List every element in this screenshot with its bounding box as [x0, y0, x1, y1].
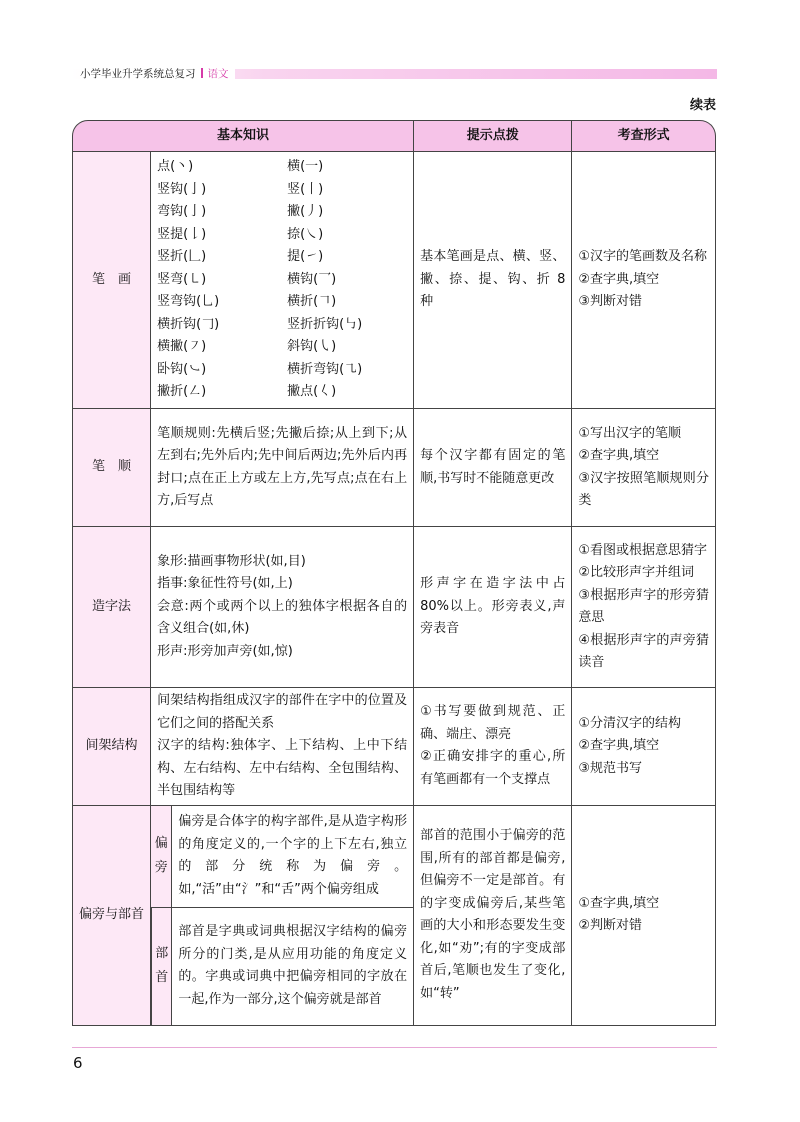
knowledge-line: 会意:两个或两个以上的独体字根据各自的含义组合(如,休)	[157, 598, 408, 637]
exam-item: ①分清汉字的结构	[578, 715, 682, 731]
table-header-row	[72, 120, 716, 152]
stroke-item: 竖弯(㇄)	[157, 271, 207, 287]
stroke-item: 撇点(𡿨)	[287, 384, 337, 400]
exam-item: ①写出汉字的笔顺	[578, 425, 682, 441]
exam-item: ②判断对错	[578, 918, 643, 933]
category-zaozifa: 造字法	[72, 527, 151, 688]
stroke-item: 竖折折钩(㇉)	[287, 316, 363, 332]
continued-label: 续表	[689, 98, 716, 113]
knowledge-line: 形声:形旁加声旁(如,惊)	[157, 643, 293, 659]
header-exam-form: 考查形式	[572, 120, 716, 152]
stroke-item: 点(丶)	[157, 159, 194, 175]
stroke-item: 竖弯钩(乚)	[157, 294, 220, 310]
knowledge-jianjia	[151, 688, 414, 806]
table-row	[72, 688, 716, 806]
stroke-item: 提(㇀)	[287, 249, 324, 265]
sub-category-bushou: 部首	[151, 908, 172, 1026]
knowledge-zaozifa	[151, 527, 414, 688]
knowledge-line: 象形:描画事物形状(如,目)	[157, 553, 306, 569]
header-separator	[201, 68, 203, 78]
table-row	[72, 527, 716, 688]
stroke-item: 斜钩(㇂)	[287, 339, 337, 355]
stroke-item: 横折(𠃍)	[287, 294, 337, 310]
sub-category-pianpang: 偏旁	[151, 806, 172, 908]
knowledge-bishun: 笔顺规则:先横后竖;先撇后捺;从上到下;从左到右;先外后内;先中间后两边;先外后内再封口;点在正上方或左上方,先写点;点在右上方,后写点	[151, 409, 414, 527]
exam-jianjia	[572, 688, 716, 806]
knowledge-bushou: 部首是字典或词典根据汉字结构的偏旁所分的门类,是从应用功能的角度定义的。字典或词典中把偏旁相同的字放在一起,作为一部分,这个偏旁就是部首	[172, 908, 414, 1026]
category-pianpang: 偏旁与部首	[72, 806, 151, 1026]
exam-item: ①汉字的笔画数及名称	[578, 249, 708, 265]
tip-bihua: 基本笔画是点、横、竖、撇、捺、提、钩、折 8 种	[414, 152, 572, 409]
table-row	[72, 409, 716, 527]
exam-bishun	[572, 409, 716, 527]
tip-jianjia	[414, 688, 572, 806]
category-bishun: 笔 顺	[72, 409, 151, 527]
table-row	[72, 806, 716, 908]
strokes-cell	[151, 152, 414, 409]
table-row	[72, 152, 716, 409]
stroke-item: 竖钩(亅)	[157, 181, 207, 197]
tip-bishun: 每个汉字都有固定的笔顺,书写时不能随意更改	[414, 409, 572, 527]
exam-item: ②查字典,填空	[578, 271, 660, 287]
tip-line: ①书写要做到规范、正确、端庄、漂亮	[420, 704, 566, 742]
stroke-item: 竖折(𠃊)	[157, 249, 207, 265]
knowledge-pianpang: 偏旁是合体字的构字部件,是从造字构形的角度定义的,一个字的上下左右,独立的部分统称为偏旁。如,“活”由“氵”和“舌”两个偏旁组成	[172, 806, 414, 908]
stroke-item: 横撇(㇇)	[157, 339, 207, 355]
tip-pianpang: 部首的范围小于偏旁的范围,所有的部首都是偏旁,但偏旁不一定是部首。有的字变成偏旁后,某些笔画的大小和形态要发生变化,如“劝”;有的字变成部首后,笔顺也发生了变化,如“转”	[414, 806, 572, 1026]
exam-item: ②比较形声字并组词	[578, 565, 695, 580]
stroke-item: 弯钩(亅)	[157, 204, 207, 220]
page-number: 6	[73, 1054, 83, 1072]
header-basic-knowledge: 基本知识	[72, 120, 414, 152]
exam-item: ②查字典,填空	[578, 448, 660, 463]
footer-divider	[72, 1047, 717, 1048]
stroke-item: 竖(丨)	[287, 181, 324, 197]
exam-item: ③汉字按照笔顺规则分类	[578, 470, 709, 508]
exam-pianpang	[572, 806, 716, 1026]
header-text	[80, 66, 235, 82]
stroke-item: 竖提(𠄌)	[157, 226, 207, 242]
exam-item: ③规范书写	[578, 760, 643, 776]
book-title: 小学毕业升学系统总复习	[80, 68, 196, 80]
page-header	[72, 66, 717, 82]
category-jianjia: 间架结构	[72, 688, 151, 806]
exam-item: ③判断对错	[578, 294, 643, 310]
knowledge-table	[72, 120, 716, 1026]
exam-item: ①看图或根据意思猜字	[578, 542, 708, 558]
stroke-item: 横折弯钩(㇈)	[287, 361, 363, 377]
exam-bihua	[572, 152, 716, 409]
stroke-item: 横钩(乛)	[287, 271, 337, 287]
knowledge-line: 指事:象征性符号(如,上)	[157, 576, 293, 592]
tip-zaozifa: 形声字在造字法中占80%以上。形旁表义,声旁表音	[414, 527, 572, 688]
exam-item: ①查字典,填空	[578, 895, 660, 911]
exam-item: ③根据形声字的形旁猜意思	[578, 587, 709, 625]
knowledge-line: 间架结构指组成汉字的部件在字中的位置及它们之间的搭配关系	[157, 693, 408, 731]
stroke-item: 撇折(㇜)	[157, 384, 207, 400]
stroke-item: 横(一)	[287, 159, 324, 175]
stroke-item: 卧钩(㇃)	[157, 361, 207, 377]
header-tips: 提示点拨	[414, 120, 572, 152]
exam-zaozifa	[572, 527, 716, 688]
subject-label: 语文	[207, 68, 229, 80]
category-bihua: 笔 画	[72, 152, 151, 409]
knowledge-line: 汉字的结构:独体字、上下结构、上中下结构、左右结构、左中右结构、全包围结构、半包围结构等	[157, 738, 408, 798]
exam-item: ②查字典,填空	[578, 738, 660, 753]
stroke-item: 撇(丿)	[287, 204, 324, 220]
stroke-item: 捺(㇏)	[287, 226, 324, 242]
stroke-item: 横折钩(𠃌)	[157, 316, 220, 332]
strokes-grid	[151, 154, 413, 406]
tip-line: ②正确安排字的重心,所有笔画都有一个支撑点	[420, 749, 566, 787]
exam-item: ④根据形声字的声旁猜读音	[578, 632, 709, 670]
